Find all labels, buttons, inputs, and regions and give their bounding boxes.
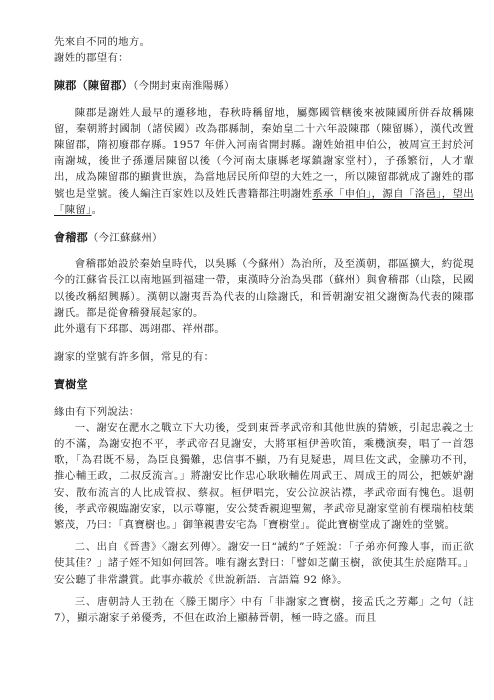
baoshu-paragraph-1: 一、謝安在淝水之戰立下大功後，受到東晉孝武帝和其他世族的猜嫉，引起忠義之士的不滿，為謝安抱不平，孝武帝召見謝安，大將軍桓伊善吹笛，乘機演奏，唱了一首怨歌，「為君既不易，為臣良獨難，忠信事不顯，乃有見疑患，周旦佐文武，金縢功不刊，推心輔王政，二叔反流言。」將謝安比作忠心耿耿輔佐周武王、周成王的周公，把嫉妒謝安、散布流言的人比成管叔、蔡叔。桓伊唱完，安公泣淚沾襟，孝武帝面有愧色。退朝後，孝武帝親臨謝安家，以示尊寵，安公焚香親迎聖駕，孝武帝見謝家堂前有棵瑞柏枝葉繁茂，乃曰：「真寶樹也。」御筆親書安宅為「寶樹堂」。從此寶樹堂成了謝姓的堂號。 [54, 421, 474, 532]
baoshu-title: 寶樹堂 [54, 378, 88, 392]
kuaiji-paragraph: 會稽郡始設於秦始皇時代，以吳縣（今蘇州）為治所，及至漢朝，郡區擴大，約從現今的江蘇省長江以南地區到福建一帶，東漢時分治為吳郡（蘇州）與會稽郡（山陰，民國以後改稱紹興縣）。漢朝以謝夷吾為代表的山陰謝氏，和晉朝謝安祖父謝衡為代表的陳郡謝氏。都是從會稽發展起家的。 [54, 258, 474, 319]
intro-line-1: 先來自不同的地方。 [54, 36, 151, 48]
chenliu-body-post: 。 [91, 203, 103, 216]
baoshu-heading [54, 377, 474, 393]
kuaiji-extra: 此外還有下邳郡、馮翊郡、祥州郡。 [54, 323, 226, 336]
chenliu-paragraph [54, 105, 474, 218]
baoshu-paragraph-2: 二、出自《晉書》〈謝玄列傳〉。謝安一日“誡約”子姪說：「子弟亦何豫人事，而正欲使其佳？」諸子姪不知如何回答。唯有謝玄對曰：「譬如芝蘭玉樹，欲使其生於庭階耳。」安公聽了非常讚賞。此事亦載於《世說新語．言語篇 92 條》。 [54, 541, 474, 586]
chenliu-body-pre: 陳郡是謝姓人最早的遷移地，春秋時稱留地，屬鄭國管轄後來被陳國所併吞故稱陳留，秦朝將封國制（諸侯國）改為郡縣制，秦始皇二十六年設陳郡（陳留縣），漢代改置陳留郡，隋初廢郡存縣。1957 年併入河南省開封縣。謝姓始祖申伯公，被周宣王封於河南謝城，後世子孫遷居陳留以後（今河南太康縣老塚鎮謝家堂村），子孫繁衍，人才輩出，成為陳留郡的顯貴世族，為當地居民所仰望的大姓之一，所以陳留郡就成了謝姓的郡號也是堂號。後人編注百家姓以及姓氏書籍都注明謝姓 [54, 106, 474, 200]
kuaiji-title: 會稽郡 [54, 231, 88, 245]
chenliu-title: 陳郡（陳留郡） [54, 79, 134, 93]
halls-intro: 謝家的堂號有許多個，常見的有： [54, 351, 215, 364]
chenliu-body-underlined: 系承「申伯」，源自「洛邑」，望出「陳留」 [54, 187, 474, 216]
baoshu-paragraph-3: 三、唐朝詩人王勃在〈滕王閣序〉中有「非謝家之寶樹，接孟氏之芳鄰」之句（註 7），顯示謝家子弟優秀，不但在政治上顯赫晉朝，極一時之盛。而且 [54, 595, 474, 625]
kuaiji-location: （今江蘇蘇州） [87, 232, 163, 245]
kuaiji-heading [54, 230, 474, 246]
chenliu-heading [54, 78, 474, 94]
chenliu-location: （今開封東南淮陽縣） [133, 80, 235, 93]
baoshu-origin: 緣由有下列說法： [54, 405, 140, 418]
intro-line-2: 謝姓的郡望有： [54, 52, 129, 65]
